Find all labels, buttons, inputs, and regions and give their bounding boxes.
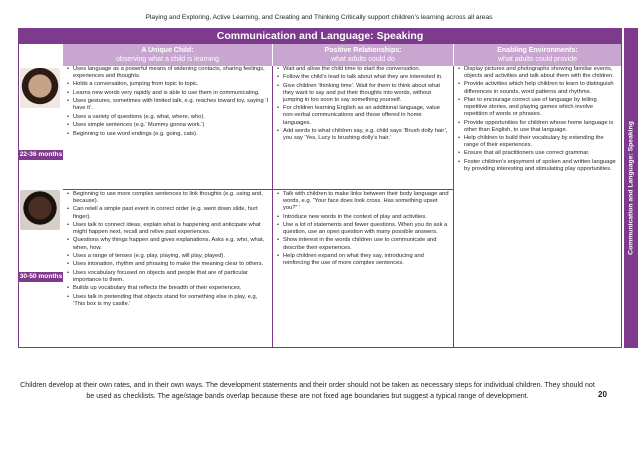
column-title: Positive Relationships: — [324, 47, 402, 54]
list-item: • Follow the child’s lead to talk about what they are interested in. — [277, 74, 450, 81]
list-item: • Add words to what children say, e.g. child says ‘Brush dolly hair’, you say ‘Yes, Lucy is brushing dolly’s hair.’ — [277, 128, 450, 142]
list-item: • Wait and allow the child time to start the conversation. — [277, 66, 450, 73]
column-header-enabling-environments — [453, 44, 621, 66]
list-item: • Show interest in the words children use to communicate and describe their experiences. — [277, 237, 450, 251]
side-tab-label: Communication and Language: Speaking — [627, 121, 635, 255]
column-subtitle: what adults could provide — [498, 56, 577, 63]
list-item: • Uses talk to connect ideas, explain what is happening and anticipate what might happen next, recall and relive past experiences. — [67, 222, 269, 236]
side-tab — [624, 28, 638, 348]
positive-relationships-column — [272, 66, 453, 347]
list-item: • Uses simple sentences (e.g.’ Mummy gonna work.’) — [67, 122, 269, 129]
list-item: • Ensure that all practitioners use correct grammar. — [458, 150, 618, 157]
column-header-unique-child — [63, 44, 272, 66]
list-item: • Holds a conversation, jumping from topic to topic. — [67, 81, 269, 88]
page-banner: Playing and Exploring, Active Learning, and Creating and Thinking Critically support children’s learning across all areas — [145, 14, 493, 21]
list-item: • Use a lot of statements and fewer questions. When you do ask a question, use an open question with many possible answers. — [277, 222, 450, 236]
age-band-label: 22-36 months — [19, 151, 63, 158]
list-item: • Help children to build their vocabulary by extending the range of their experiences. — [458, 135, 618, 149]
list-item: • Uses a variety of questions (e.g. what, where, who). — [67, 114, 269, 121]
unique-child-column — [63, 66, 272, 347]
column-header-positive-relationships — [272, 44, 453, 66]
toddler-photo — [20, 68, 60, 108]
enabling-environments-column — [453, 66, 621, 347]
page-title: Communication and Language: Speaking — [19, 29, 621, 44]
list-item: • Uses talk in pretending that objects stand for something else in play, e,g, ‘This box is my castle.’ — [67, 294, 269, 308]
list-item: • Can retell a simple past event in correct order (e.g. went down slide, hurt finger). — [67, 206, 269, 220]
list-item: • Talk with children to make links between their body language and words, e.g. “Your face does look cross. Has something upset you?” ’ — [277, 191, 450, 212]
list-item: • Learns new words very rapidly and is able to use them in communicating. — [67, 90, 269, 97]
list-item: • Beginning to use word endings (e.g. going, cats). — [67, 131, 269, 138]
list-item: • Uses a range of tenses (e.g. play, playing, will play, played). — [67, 253, 269, 260]
list-item: • Beginning to use more complex sentences to link thoughts (e.g. using and, because). — [67, 191, 269, 205]
footer-note: Children develop at their own rates, and in their own ways. The development statements and their order should not be taken as necessary steps for individual children. They should not be used as checklists. The age/stage bands overlap because these are not fixed age boundaries but suggest a typical range of development. — [20, 381, 595, 400]
child-photo — [20, 190, 60, 230]
age-band-label: 30-50 months — [19, 273, 63, 280]
list-item: • Provide activities which help children to learn to distinguish differences in sounds, word patterns and rhythms. — [458, 81, 618, 95]
column-subtitle: observing what a child is learning — [115, 56, 220, 63]
list-item: • Plan to encourage correct use of language by telling repetitive stories, and playing games which involve repetition of words or phrases. — [458, 97, 618, 118]
list-item: • Display pictures and photographs showing familiar events, objects and activities and talk about them with the children. — [458, 66, 618, 80]
content-frame — [18, 28, 622, 348]
list-item: • Give children ‘thinking time’. Wait for them to think about what they want to say and put their thoughts into words, without jumping in too soon to say something yourself. — [277, 83, 450, 104]
list-item: • Foster children’s enjoyment of spoken and written language by providing interesting and stimulating play opportunities. — [458, 159, 618, 173]
list-item: • Questions why things happen and gives explanations. Asks e.g. who, what, when, how. — [67, 237, 269, 251]
list-item: • Uses vocabulary focused on objects and people that are of particular importance to them. — [67, 270, 269, 284]
age-band-30-50 — [273, 189, 453, 268]
list-item: • Builds up vocabulary that reflects the breadth of their experiences. — [67, 285, 269, 292]
age-band-22-36 — [63, 66, 272, 188]
page-number: 20 — [598, 390, 607, 399]
age-column — [19, 66, 63, 347]
list-item: • Uses language as a powerful means of widening contacts, sharing feelings, experiences and thoughts. — [67, 66, 269, 80]
list-item: • Provide opportunities for children whose home language is other than English, to use that language. — [458, 120, 618, 134]
column-subtitle: what adults could do — [331, 56, 395, 63]
environment-list — [454, 66, 621, 174]
list-item: • Introduce new words in the context of play and activities. — [277, 214, 450, 221]
list-item: • Uses intonation, rhythm and phrasing to make the meaning clear to others. — [67, 261, 269, 268]
age-band-22-36 — [273, 66, 453, 188]
column-title: A Unique Child: — [141, 47, 194, 54]
list-item: • Uses gestures, sometimes with limited talk, e.g. reaches toward toy, saying ‘I have it’. — [67, 98, 269, 112]
list-item: • For children learning English as an additional language, value non-verbal communications and those offered in home languages. — [277, 105, 450, 126]
age-band-30-50 — [63, 189, 272, 309]
list-item: • Help children expand on what they say, introducing and reinforcing the use of more complex sentences. — [277, 253, 450, 267]
column-title: Enabling Environments: — [497, 47, 578, 54]
